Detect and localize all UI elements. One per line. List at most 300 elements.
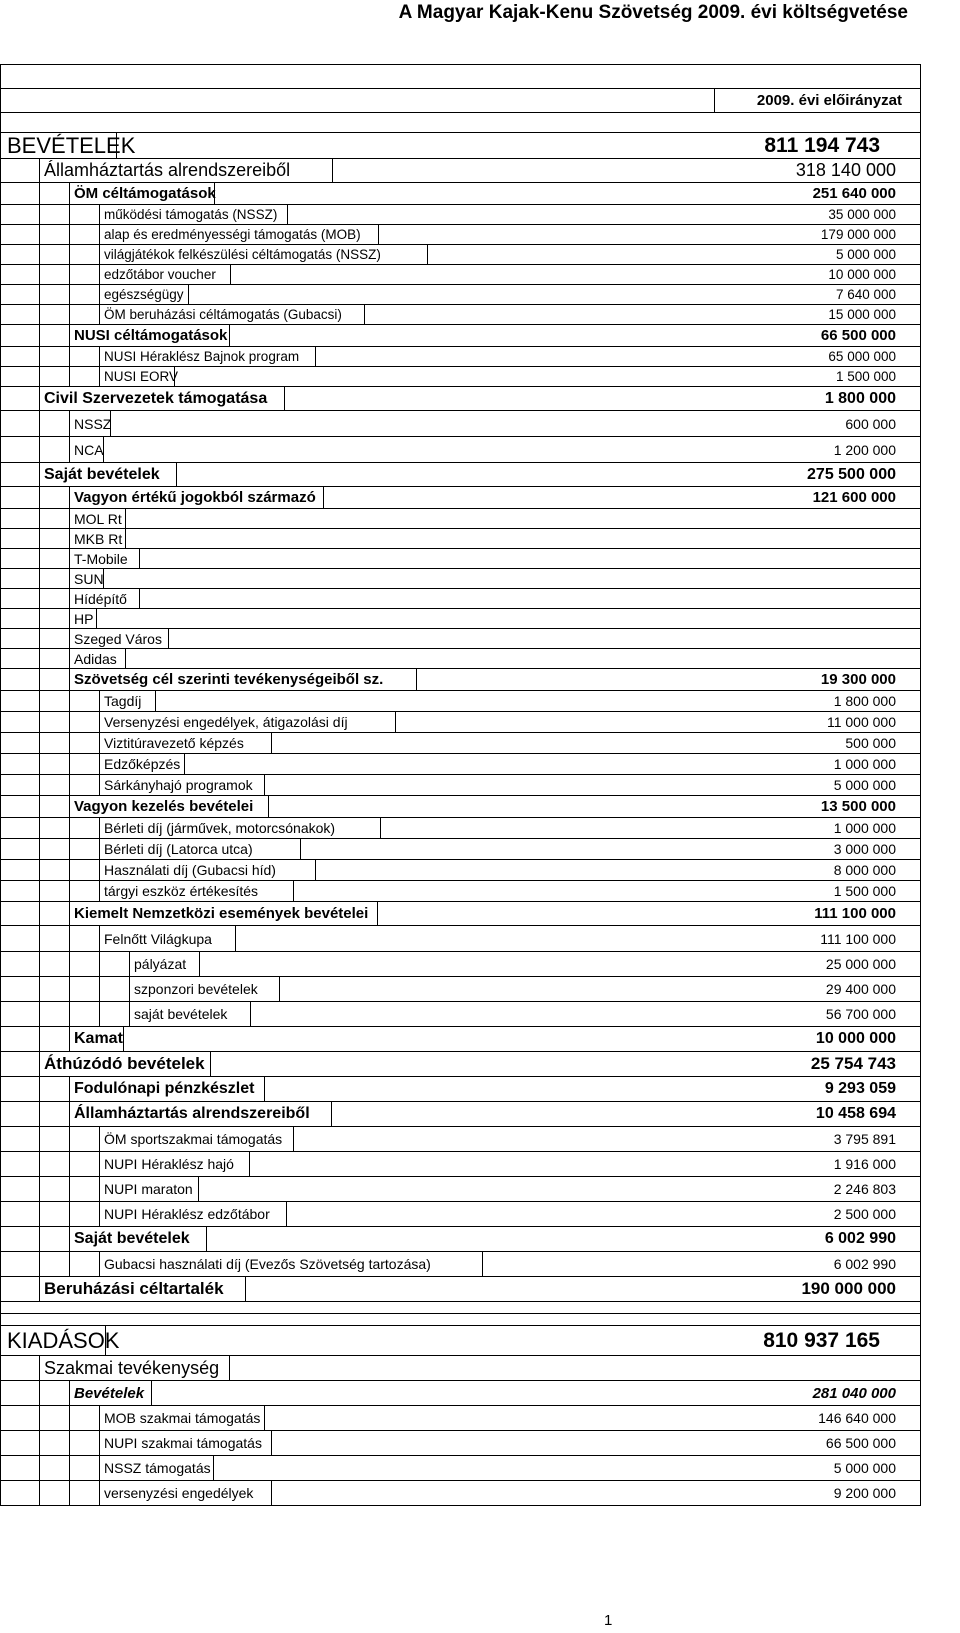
indent-guide — [39, 1177, 40, 1201]
indent-guide — [69, 367, 70, 386]
label-cell-edge — [264, 1406, 265, 1430]
table-row — [0, 977, 921, 1002]
row-amount: 190 000 000 — [801, 1279, 896, 1298]
table-row — [0, 1002, 921, 1027]
row-label: versenyzési engedélyek — [99, 1481, 253, 1505]
table-row — [0, 609, 921, 629]
row-amount: 35 000 000 — [828, 207, 896, 222]
row-amount: 3 000 000 — [833, 841, 896, 857]
indent-guide — [39, 712, 40, 732]
table-row — [0, 1052, 921, 1077]
row-label: Kiemelt Nemzetközi események bevételei — [69, 902, 368, 925]
table-row — [0, 1431, 921, 1456]
label-cell-edge — [271, 1481, 272, 1505]
table-row — [0, 839, 921, 860]
row-amount: 1 500 000 — [833, 883, 896, 899]
row-amount: 5 000 000 — [833, 1460, 896, 1476]
indent-guide — [69, 225, 70, 244]
row-amount: 1 000 000 — [833, 756, 896, 772]
table-row — [0, 245, 921, 265]
row-amount: 6 002 990 — [833, 1256, 896, 1272]
row-label: NCA — [69, 437, 104, 462]
label-cell-edge — [378, 225, 379, 244]
label-cell-edge — [377, 902, 378, 925]
indent-guide — [39, 775, 40, 795]
label-cell-edge — [427, 245, 428, 264]
table-row — [0, 463, 921, 487]
indent-guide — [69, 1456, 70, 1480]
indent-guide — [69, 860, 70, 880]
indent-guide — [69, 245, 70, 264]
indent-guide — [39, 305, 40, 324]
table-row — [0, 796, 921, 818]
row-label: szponzori bevételek — [129, 977, 258, 1001]
indent-guide — [39, 183, 40, 204]
row-label: Szövetség cél szerinti tevékenységeiből sz. — [69, 669, 383, 690]
row-amount: 8 000 000 — [833, 862, 896, 878]
row-amount: 2 500 000 — [833, 1206, 896, 1222]
row-label: Használati díj (Gubacsi híd) — [99, 860, 276, 880]
indent-guide — [39, 977, 40, 1001]
indent-guide — [39, 1002, 40, 1026]
column-divider — [714, 89, 715, 112]
row-label: NUPI Héraklész edzőtábor — [99, 1202, 270, 1226]
indent-guide — [69, 1152, 70, 1176]
row-amount: 146 640 000 — [818, 1410, 896, 1426]
row-label: KIADÁSOK — [7, 1327, 120, 1353]
table-row — [0, 509, 921, 529]
label-cell-edge — [125, 509, 126, 528]
indent-guide — [69, 1002, 70, 1026]
table-row — [0, 1077, 921, 1102]
indent-guide — [69, 1252, 70, 1276]
row-label: MKB Rt — [69, 529, 122, 548]
indent-guide — [39, 733, 40, 753]
indent-guide — [69, 265, 70, 284]
table-row — [0, 225, 921, 245]
indent-guide — [39, 325, 40, 346]
row-amount: 281 040 000 — [812, 1384, 896, 1402]
label-cell-edge — [139, 589, 140, 608]
row-amount: 111 100 000 — [814, 905, 896, 922]
table-row — [0, 411, 921, 437]
indent-guide — [69, 1431, 70, 1455]
label-cell-edge — [364, 305, 365, 324]
row-label: MOB szakmai támogatás — [99, 1406, 260, 1430]
label-cell-edge — [213, 1456, 214, 1480]
table-row — [0, 325, 921, 347]
label-cell-edge — [315, 347, 316, 366]
label-cell-edge — [184, 754, 185, 774]
row-amount: 1 916 000 — [833, 1156, 896, 1172]
row-label: SUN — [69, 569, 104, 588]
table-row — [0, 265, 921, 285]
table-row — [0, 775, 921, 796]
row-label: NUSI Héraklész Bajnok program — [99, 347, 299, 366]
label-cell-edge — [110, 411, 111, 436]
indent-guide — [69, 839, 70, 859]
row-label: Bérleti díj (járművek, motorcsónakok) — [99, 818, 335, 838]
row-label: Kamat — [69, 1027, 123, 1051]
table-row — [0, 1302, 921, 1314]
row-amount: 2 246 803 — [833, 1181, 896, 1197]
label-cell-edge — [214, 183, 215, 204]
row-amount: 1 200 000 — [833, 441, 896, 458]
row-label: NSSZ támogatás — [99, 1456, 211, 1480]
row-label: HP — [69, 609, 93, 628]
indent-guide — [39, 225, 40, 244]
indent-guide — [69, 926, 70, 951]
table-row — [0, 65, 921, 89]
label-cell-edge — [116, 133, 117, 158]
indent-guide — [39, 487, 40, 508]
row-amount: 5 000 000 — [835, 247, 896, 262]
table-row — [0, 305, 921, 325]
row-label: Bérleti díj (Latorca utca) — [99, 839, 253, 859]
label-cell-edge — [125, 529, 126, 548]
label-cell-edge — [123, 1027, 124, 1051]
table-row — [0, 1127, 921, 1152]
indent-guide — [39, 265, 40, 284]
indent-guide — [39, 881, 40, 901]
row-label: Bevételek — [69, 1381, 144, 1405]
indent-guide — [39, 1202, 40, 1226]
row-amount: 65 000 000 — [828, 349, 896, 364]
table-row — [0, 818, 921, 839]
indent-guide — [69, 775, 70, 795]
table-row — [0, 1102, 921, 1127]
row-label: Szakmai tevékenység — [39, 1356, 219, 1380]
row-amount: 1 800 000 — [824, 389, 896, 407]
indent-guide — [39, 818, 40, 838]
indent-guide — [69, 691, 70, 711]
row-label: NUSI EORV — [99, 367, 178, 386]
indent-guide — [39, 1406, 40, 1430]
row-label: T-Mobile — [69, 549, 128, 568]
label-cell-edge — [139, 549, 140, 568]
page-number: 1 — [604, 1612, 613, 1629]
row-amount: 121 600 000 — [812, 489, 896, 506]
row-label: Gubacsi használati díj (Evezős Szövetség tartozása) — [99, 1252, 431, 1276]
table-row — [0, 1252, 921, 1277]
row-label: NSSZ — [69, 411, 111, 436]
table-row — [0, 1381, 921, 1406]
indent-guide — [69, 977, 70, 1001]
label-cell-edge — [332, 159, 333, 182]
row-amount: 15 000 000 — [828, 307, 896, 322]
label-cell-edge — [230, 265, 231, 284]
row-amount: 25 000 000 — [825, 956, 896, 972]
row-amount: 10 000 000 — [828, 267, 896, 282]
row-label: NUSI céltámogatások — [69, 325, 227, 346]
indent-guide — [69, 818, 70, 838]
label-cell-edge — [155, 691, 156, 711]
row-label: ÖM sportszakmai támogatás — [99, 1127, 282, 1151]
row-label: tárgyi eszköz értékesítés — [99, 881, 258, 901]
table-row — [0, 1277, 921, 1302]
row-amount: 66 500 000 — [820, 327, 896, 344]
label-cell-edge — [293, 1127, 294, 1151]
table-row — [0, 549, 921, 569]
indent-guide — [39, 629, 40, 648]
row-label: ÖM beruházási céltámogatás (Gubacsi) — [99, 305, 342, 324]
indent-guide — [39, 1227, 40, 1251]
row-amount: 179 000 000 — [820, 227, 896, 242]
row-label: pályázat — [129, 952, 186, 976]
indent-guide — [99, 952, 100, 976]
row-amount: 1 500 000 — [835, 369, 896, 384]
indent-guide — [39, 1456, 40, 1480]
indent-guide — [39, 926, 40, 951]
indent-guide — [39, 649, 40, 668]
indent-guide — [39, 245, 40, 264]
indent-guide — [39, 952, 40, 976]
row-amount: 6 002 990 — [824, 1230, 896, 1247]
label-cell-edge — [287, 205, 288, 224]
table-row — [0, 133, 921, 159]
indent-guide — [69, 1127, 70, 1151]
label-cell-edge — [210, 1052, 211, 1076]
indent-guide — [39, 589, 40, 608]
table-row — [0, 1326, 921, 1356]
indent-guide — [39, 285, 40, 304]
label-cell-edge — [293, 881, 294, 901]
row-amount: 810 937 165 — [763, 1328, 880, 1352]
row-label: Edzőképzés — [99, 754, 180, 774]
table-row — [0, 183, 921, 205]
row-amount: 7 640 000 — [835, 287, 896, 302]
row-label: NUPI Héraklész hajó — [99, 1152, 234, 1176]
indent-guide — [99, 1002, 100, 1026]
indent-guide — [39, 1152, 40, 1176]
row-amount: 500 000 — [845, 735, 896, 751]
row-amount: 318 140 000 — [795, 160, 896, 180]
indent-guide — [39, 1381, 40, 1405]
table-row — [0, 437, 921, 463]
row-label: világjátékok felkészülési céltámogatás (NSSZ) — [99, 245, 381, 264]
row-label: edzőtábor voucher — [99, 265, 216, 284]
indent-guide — [69, 305, 70, 324]
indent-guide — [69, 1406, 70, 1430]
row-label: Vagyon kezelés bevételei — [69, 796, 253, 817]
row-label: Hídépítő — [69, 589, 127, 608]
label-cell-edge — [168, 629, 169, 648]
table-row — [0, 860, 921, 881]
label-cell-edge — [229, 1356, 230, 1380]
row-label: Államháztartás alrendszereiből — [39, 159, 290, 182]
row-amount: 811 194 743 — [764, 133, 880, 157]
table-row — [0, 347, 921, 367]
table-row — [0, 629, 921, 649]
row-amount: 9 293 059 — [824, 1080, 896, 1097]
table-row — [0, 205, 921, 225]
row-label: Civil Szervezetek támogatása — [39, 387, 267, 410]
indent-guide — [69, 347, 70, 366]
indent-guide — [39, 839, 40, 859]
label-cell-edge — [199, 952, 200, 976]
label-cell-edge — [315, 860, 316, 880]
row-label: Beruházási céltartalék — [39, 1277, 224, 1301]
row-amount: 9 200 000 — [833, 1485, 896, 1501]
row-amount: 11 000 000 — [826, 714, 896, 730]
indent-guide — [39, 1481, 40, 1505]
row-label: NUPI szakmai támogatás — [99, 1431, 262, 1455]
table-row — [0, 159, 921, 183]
label-cell-edge — [271, 1431, 272, 1455]
indent-guide — [39, 691, 40, 711]
label-cell-edge — [284, 387, 285, 410]
indent-guide — [69, 712, 70, 732]
row-label: Saját bevételek — [39, 463, 160, 486]
indent-guide — [39, 1252, 40, 1276]
label-cell-edge — [176, 463, 177, 486]
row-label: Viztitúravezető képzés — [99, 733, 244, 753]
table-row — [0, 387, 921, 411]
label-cell-edge — [229, 325, 230, 346]
table-row — [0, 1456, 921, 1481]
indent-guide — [39, 860, 40, 880]
table-row — [0, 881, 921, 902]
row-amount: 1 000 000 — [833, 820, 896, 836]
table-row — [0, 1027, 921, 1052]
label-cell-edge — [235, 926, 236, 951]
table-row — [0, 113, 921, 133]
label-cell-edge — [264, 1077, 265, 1101]
table-row — [0, 569, 921, 589]
label-cell-edge — [395, 712, 396, 732]
label-cell-edge — [198, 1177, 199, 1201]
indent-guide — [39, 902, 40, 925]
row-label: Szeged Város — [69, 629, 162, 648]
row-amount: 19 300 000 — [820, 671, 896, 688]
label-cell-edge — [271, 733, 272, 753]
label-cell-edge — [286, 1202, 287, 1226]
row-label: működési támogatás (NSSZ) — [99, 205, 277, 224]
table-row — [0, 952, 921, 977]
table-row — [0, 754, 921, 775]
indent-guide — [39, 367, 40, 386]
row-amount: 10 000 000 — [815, 1030, 896, 1047]
indent-guide — [39, 1431, 40, 1455]
indent-guide — [39, 549, 40, 568]
indent-guide — [99, 977, 100, 1001]
row-amount: 66 500 000 — [825, 1435, 896, 1451]
indent-guide — [39, 569, 40, 588]
label-cell-edge — [125, 649, 126, 668]
table-row — [0, 1177, 921, 1202]
indent-guide — [69, 754, 70, 774]
label-cell-edge — [249, 1152, 250, 1176]
label-cell-edge — [188, 285, 189, 304]
indent-guide — [39, 205, 40, 224]
row-amount: 600 000 — [845, 415, 896, 432]
indent-guide — [69, 285, 70, 304]
label-cell-edge — [482, 1252, 483, 1276]
row-label: Versenyzési engedélyek, átigazolási díj — [99, 712, 348, 732]
row-label: Saját bevételek — [69, 1227, 190, 1251]
budget-table — [0, 64, 921, 1506]
label-cell-edge — [250, 1002, 251, 1026]
row-amount: 3 795 891 — [833, 1131, 896, 1147]
row-amount: 275 500 000 — [807, 465, 896, 483]
label-cell-edge — [268, 796, 269, 817]
column-header: 2009. évi előirányzat — [756, 92, 902, 109]
label-cell-edge — [380, 818, 381, 838]
table-row — [0, 1227, 921, 1252]
label-cell-edge — [174, 367, 175, 386]
label-cell-edge — [416, 669, 417, 690]
row-label: alap és eredményességi támogatás (MOB) — [99, 225, 361, 244]
row-label: Sárkányhajó programok — [99, 775, 253, 795]
row-amount: 25 754 743 — [810, 1054, 896, 1073]
indent-guide — [69, 1202, 70, 1226]
table-row — [0, 691, 921, 712]
label-cell-edge — [331, 1102, 332, 1126]
indent-guide — [39, 1027, 40, 1051]
row-amount: 111 100 000 — [820, 930, 896, 947]
table-row — [0, 733, 921, 754]
label-cell-edge — [103, 569, 104, 588]
indent-guide — [69, 205, 70, 224]
row-label: NUPI maraton — [99, 1177, 193, 1201]
label-cell-edge — [206, 1227, 207, 1251]
table-row — [0, 1356, 921, 1381]
row-label: BEVÉTELEK — [7, 132, 136, 158]
indent-guide — [39, 1102, 40, 1126]
row-amount: 29 400 000 — [825, 981, 896, 997]
row-label: Adidas — [69, 649, 117, 668]
indent-guide — [69, 952, 70, 976]
row-label: Fodulónapi pénzkészlet — [69, 1077, 254, 1101]
page-title: A Magyar Kajak-Kenu Szövetség 2009. évi költségvetése — [398, 2, 908, 23]
indent-guide — [39, 437, 40, 462]
indent-guide — [39, 609, 40, 628]
table-row — [0, 1481, 921, 1506]
table-row — [0, 529, 921, 549]
table-row — [0, 1314, 921, 1326]
table-row — [0, 1152, 921, 1177]
label-cell-edge — [151, 1381, 152, 1405]
indent-guide — [39, 509, 40, 528]
row-label: MOL Rt — [69, 509, 122, 528]
row-amount: 5 000 000 — [833, 777, 896, 793]
row-label: Felnőtt Világkupa — [99, 926, 212, 951]
label-cell-edge — [300, 839, 301, 859]
label-cell-edge — [103, 437, 104, 462]
row-label: Áthúzódó bevételek — [39, 1052, 205, 1076]
table-row — [0, 589, 921, 609]
row-label: saját bevételek — [129, 1002, 227, 1026]
table-row — [0, 649, 921, 669]
row-label: egészségügy — [99, 285, 184, 304]
indent-guide — [39, 796, 40, 817]
label-cell-edge — [105, 1326, 106, 1355]
row-amount: 13 500 000 — [820, 798, 896, 815]
label-cell-edge — [323, 487, 324, 508]
indent-guide — [69, 1177, 70, 1201]
indent-guide — [39, 754, 40, 774]
indent-guide — [69, 1481, 70, 1505]
label-cell-edge — [264, 775, 265, 795]
table-row — [0, 285, 921, 305]
row-label: Vagyon értékű jogokból származó — [69, 487, 316, 508]
label-cell-edge — [96, 609, 97, 628]
table-row — [0, 367, 921, 387]
row-label: Tagdíj — [99, 691, 141, 711]
indent-guide — [69, 881, 70, 901]
table-row — [0, 487, 921, 509]
indent-guide — [39, 1077, 40, 1101]
